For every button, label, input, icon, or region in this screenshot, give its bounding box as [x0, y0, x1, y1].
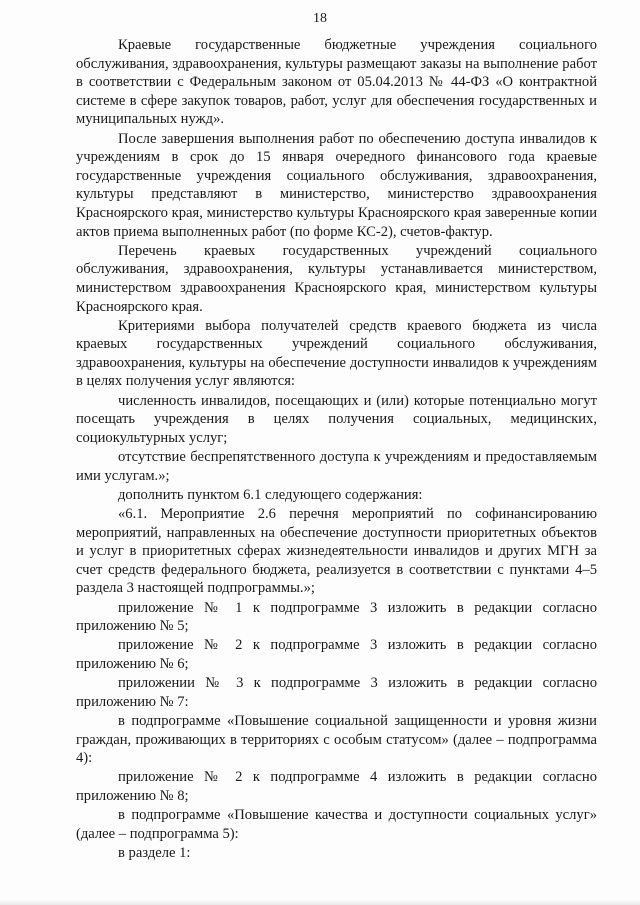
paragraph: численность инвалидов, посещающих и (или) которые потенциально могут посещать учреждения в целях получения социальных, медицинских, социокультурных услуг; — [76, 392, 597, 446]
paragraph: После завершения выполнения работ по обеспечению доступа инвалидов к учреждениям в срок до 15 января очередного финансового года краевые государственные учреждения социального обслуживания, здравоохранения, культуры представляют в министерство, министерство здравоохранения Красноярского края, министерство культуры Красноярского края заверенные копии актов приема выполненных работ (по форме КС-2), счетов-фактур. — [76, 130, 597, 240]
paragraph: Краевые государственные бюджетные учреждения социального обслуживания, здравоохранения, культуры размещают заказы на выполнение работ в соответствии с Федеральным законом от 05.04.2013 № 44-ФЗ «О контрактной системе в сфере закупок товаров, работ, услуг для обеспечения государственных и муниципальных нужд». — [76, 37, 597, 128]
document-body — [76, 36, 597, 862]
page-number: 18 — [313, 11, 327, 26]
paragraph: в подпрограмме «Повышение качества и доступности социальных услуг» (далее – подпрограмма 5): — [76, 807, 597, 842]
paragraph: Перечень краевых государственных учреждений социального обслуживания, здравоохранения, культуры устанавливается министерством, министерством здравоохранения Красноярского края, министерством культуры Красноярского края. — [76, 242, 597, 315]
paragraph: «6.1. Мероприятие 2.6 перечня мероприятий по софинансированию мероприятий, направленных на обеспечение доступности приоритетных объектов и услуг в приоритетных сферах жизнедеятельности инвалидов и других МГН за счет средств федерального бюджета, реализуется в соответствии с пунктами 4–5 раздела 3 настоящей подпрограммы.»; — [76, 506, 597, 597]
paragraph: в разделе 1: — [118, 844, 191, 861]
paragraph: Критериями выбора получателей средств краевого бюджета из числа краевых государственных учреждений социального обслуживания, здравоохранения, культуры на обеспечение доступности инвалидов к учреждениям в целях получения услуг являются: — [76, 317, 597, 390]
paragraph: приложение № 2 к подпрограмме 4 изложить в редакции согласно приложению № 8; — [76, 769, 597, 804]
paragraph: приложении № 3 к подпрограмме 3 изложить в редакции согласно приложению № 7: — [76, 675, 597, 710]
paragraph: приложение № 1 к подпрограмме 3 изложить в редакции согласно приложению № 5; — [76, 599, 597, 635]
paragraph: дополнить пунктом 6.1 следующего содержания: — [118, 486, 423, 503]
paragraph: приложение № 2 к подпрограмме 3 изложить в редакции согласно приложению № 6; — [76, 637, 597, 672]
paragraph: в подпрограмме «Повышение социальной защищенности и уровня жизни граждан, проживающих в территориях с особым статусом» (далее – подпрограмма 4): — [76, 712, 597, 767]
page-bottom-edge — [0, 899, 640, 905]
paragraph: отсутствие беспрепятственного доступа к учреждениям и предоставляемым ими услугам.»; — [76, 449, 597, 484]
